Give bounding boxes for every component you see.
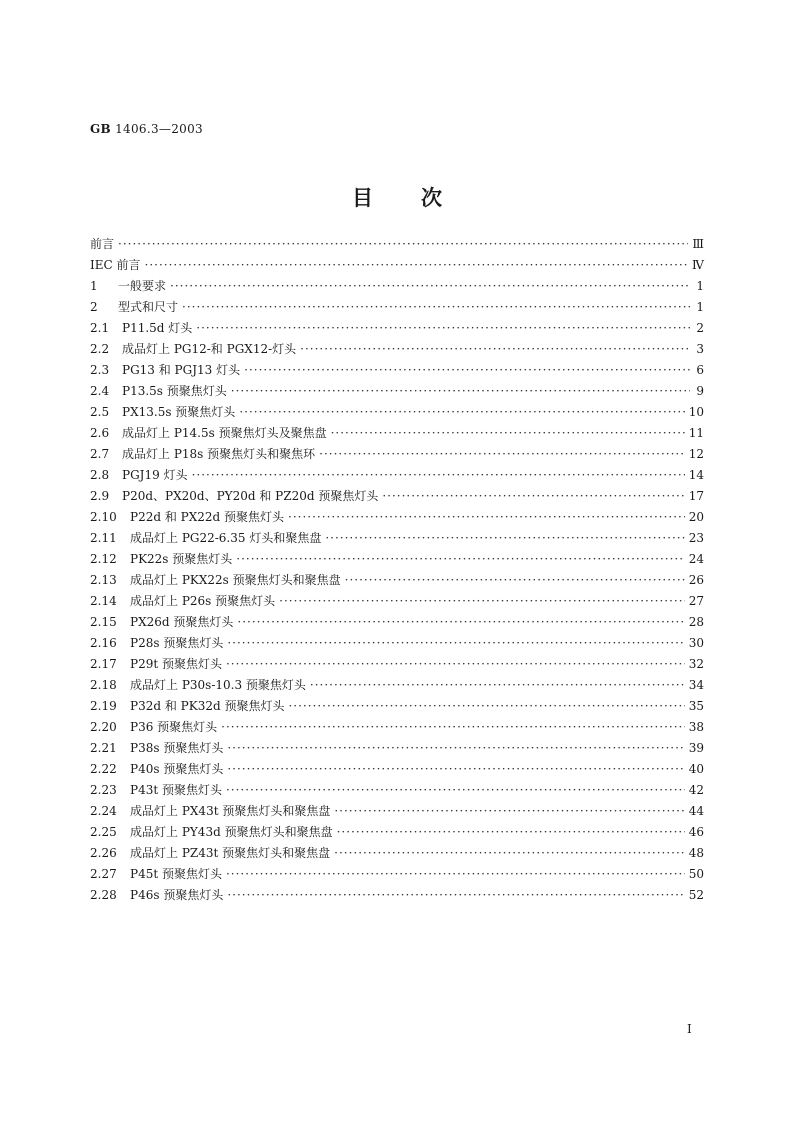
toc-entry-title: P11.5d 灯头 — [122, 321, 193, 335]
toc-entry-title: 成品灯上 P18s 预聚焦灯头和聚焦环 — [122, 447, 316, 461]
toc-leader-dots — [325, 528, 684, 549]
toc-entry[interactable] — [90, 717, 704, 738]
toc-entry-page: 11 — [688, 426, 704, 440]
toc-entry-number: 2.4 — [90, 384, 110, 398]
toc-entry[interactable] — [90, 339, 704, 360]
toc-entry-number: 2.12 — [90, 552, 117, 566]
toc-entry[interactable] — [90, 654, 704, 675]
toc-leader-dots — [239, 402, 684, 423]
toc-leader-dots — [182, 297, 690, 318]
toc-entry-title: P29t 预聚焦灯头 — [130, 657, 222, 671]
toc-leader-dots — [237, 612, 684, 633]
toc-entry-page: 2 — [696, 321, 704, 335]
toc-entry[interactable] — [90, 780, 704, 801]
toc-entry[interactable] — [90, 885, 704, 906]
toc-entry-number: 2.17 — [90, 657, 117, 671]
toc-entry-page: 42 — [688, 783, 704, 797]
toc-entry-title: 成品灯上 PG22-6.35 灯头和聚焦盘 — [130, 531, 322, 545]
toc-leader-dots — [231, 381, 690, 402]
toc-entry-title: PX13.5s 预聚焦灯头 — [122, 405, 236, 419]
toc-entry-title: PG13 和 PGJ13 灯头 — [122, 363, 241, 377]
toc-entry-number: 2.18 — [90, 678, 117, 692]
toc-entry-page: Ⅲ — [692, 237, 704, 251]
toc-entry-page: 32 — [688, 657, 704, 671]
toc-entry[interactable] — [90, 570, 704, 591]
toc-entry-title: 成品灯上 P14.5s 预聚焦灯头及聚焦盘 — [122, 426, 327, 440]
toc-entry-title: 型式和尺寸 — [118, 300, 179, 314]
toc-entry[interactable] — [90, 864, 704, 885]
toc-leader-dots — [227, 759, 684, 780]
toc-entry[interactable] — [90, 255, 704, 276]
toc-leader-dots — [334, 801, 684, 822]
toc-leader-dots — [170, 276, 690, 297]
toc-leader-dots — [334, 843, 685, 864]
toc-leader-dots — [288, 696, 684, 717]
toc-entry-number: 2.10 — [90, 510, 117, 524]
toc-entry[interactable] — [90, 738, 704, 759]
toc-leader-dots — [226, 654, 685, 675]
toc-entry-page: 14 — [688, 468, 704, 482]
toc-entry-page: 24 — [688, 552, 704, 566]
toc-leader-dots — [310, 675, 685, 696]
toc-entry-title: PGJ19 灯头 — [122, 468, 188, 482]
toc-entry[interactable] — [90, 801, 704, 822]
toc-entry-number: 2.21 — [90, 741, 117, 755]
toc-entry-page: 50 — [688, 867, 704, 881]
toc-entry-number: 2.2 — [90, 342, 110, 356]
toc-entry-page: 46 — [688, 825, 704, 839]
toc-entry-page: 34 — [688, 678, 704, 692]
toc-entry-title: 成品灯上 PZ43t 预聚焦灯头和聚焦盘 — [130, 846, 331, 860]
toc-entry[interactable] — [90, 234, 704, 255]
toc-entry-title: IEC 前言 — [90, 258, 141, 272]
toc-leader-dots — [145, 255, 689, 276]
toc-entry-number: 2.26 — [90, 846, 117, 860]
standard-number: 1406.3—2003 — [115, 122, 203, 136]
toc-entry-number: 2.25 — [90, 825, 117, 839]
toc-entry[interactable] — [90, 465, 704, 486]
toc-entry[interactable] — [90, 297, 704, 318]
toc-entry-page: Ⅳ — [692, 258, 704, 272]
toc-entry-number: 2.24 — [90, 804, 117, 818]
toc-entry-page: 10 — [688, 405, 704, 419]
standard-prefix: GB — [90, 122, 111, 136]
toc-entry[interactable] — [90, 591, 704, 612]
table-of-contents — [90, 234, 704, 906]
toc-entry-number: 2.16 — [90, 636, 117, 650]
toc-entry-number: 2.19 — [90, 699, 117, 713]
toc-entry-title: P13.5s 预聚焦灯头 — [122, 384, 227, 398]
toc-entry-page: 38 — [688, 720, 704, 734]
toc-entry[interactable] — [90, 675, 704, 696]
toc-entry[interactable] — [90, 528, 704, 549]
toc-entry-number: 2.6 — [90, 426, 110, 440]
toc-entry-number: 2.28 — [90, 888, 117, 902]
toc-leader-dots — [244, 360, 690, 381]
toc-entry-title: 成品灯上 P26s 预聚焦灯头 — [130, 594, 276, 608]
toc-entry-page: 23 — [688, 531, 704, 545]
standard-code — [90, 122, 203, 136]
toc-leader-dots — [221, 717, 685, 738]
toc-entry-title: 前言 — [90, 237, 115, 251]
toc-entry[interactable] — [90, 822, 704, 843]
toc-entry-number: 2.3 — [90, 363, 110, 377]
toc-entry-page: 35 — [688, 699, 704, 713]
toc-entry-title: P45t 预聚焦灯头 — [130, 867, 222, 881]
toc-entry-title: 成品灯上 PY43d 预聚焦灯头和聚焦盘 — [130, 825, 333, 839]
toc-leader-dots — [288, 507, 685, 528]
toc-entry-number: 2.27 — [90, 867, 117, 881]
toc-entry-page: 9 — [696, 384, 704, 398]
toc-entry-page: 39 — [688, 741, 704, 755]
toc-entry-title: P32d 和 PK32d 预聚焦灯头 — [130, 699, 285, 713]
toc-leader-dots — [331, 423, 685, 444]
toc-leader-dots — [226, 780, 685, 801]
toc-entry-number: 2.14 — [90, 594, 117, 608]
toc-entry[interactable] — [90, 360, 704, 381]
toc-entry[interactable] — [90, 381, 704, 402]
toc-entry-page: 40 — [688, 762, 704, 776]
toc-leader-dots — [227, 633, 684, 654]
toc-entry-number: 2.7 — [90, 447, 110, 461]
toc-entry-page: 3 — [696, 342, 704, 356]
toc-entry-title: P22d 和 PX22d 预聚焦灯头 — [130, 510, 285, 524]
toc-entry-title: 成品灯上 PG12-和 PGX12-灯头 — [122, 342, 297, 356]
toc-entry[interactable] — [90, 444, 704, 465]
toc-leader-dots — [337, 822, 685, 843]
toc-entry-page: 52 — [688, 888, 704, 902]
toc-leader-dots — [227, 885, 684, 906]
toc-entry[interactable] — [90, 612, 704, 633]
toc-entry-title: P20d、PX20d、PY20d 和 PZ20d 预聚焦灯头 — [122, 489, 379, 503]
toc-leader-dots — [118, 234, 688, 255]
toc-entry-title: P40s 预聚焦灯头 — [130, 762, 224, 776]
toc-entry-page: 27 — [688, 594, 704, 608]
toc-leader-dots — [236, 549, 684, 570]
toc-leader-dots — [227, 738, 684, 759]
toc-entry-title: P38s 预聚焦灯头 — [130, 741, 224, 755]
page-number: I — [687, 1022, 692, 1036]
toc-entry-title: 成品灯上 PKX22s 预聚焦灯头和聚焦盘 — [130, 573, 341, 587]
toc-leader-dots — [300, 339, 690, 360]
toc-entry-number: 2.15 — [90, 615, 117, 629]
toc-entry[interactable] — [90, 486, 704, 507]
toc-leader-dots — [319, 444, 685, 465]
toc-entry-title: 成品灯上 P30s-10.3 预聚焦灯头 — [130, 678, 306, 692]
page-title: 目次 — [352, 185, 490, 210]
toc-entry-title: P28s 预聚焦灯头 — [130, 636, 224, 650]
toc-entry[interactable] — [90, 507, 704, 528]
toc-entry-number: 2.11 — [90, 531, 117, 545]
toc-leader-dots — [196, 318, 690, 339]
toc-entry-number: 1 — [90, 279, 98, 293]
toc-entry-page: 26 — [688, 573, 704, 587]
toc-leader-dots — [192, 465, 685, 486]
toc-entry-title: P36 预聚焦灯头 — [130, 720, 218, 734]
toc-entry[interactable] — [90, 759, 704, 780]
toc-entry-title: 一般要求 — [118, 279, 167, 293]
toc-entry-page: 1 — [696, 279, 704, 293]
toc-entry-number: 2.1 — [90, 321, 110, 335]
toc-entry-title: P43t 预聚焦灯头 — [130, 783, 222, 797]
toc-entry[interactable] — [90, 402, 704, 423]
toc-entry[interactable] — [90, 549, 704, 570]
toc-leader-dots — [279, 591, 685, 612]
toc-leader-dots — [345, 570, 685, 591]
toc-entry-number: 2.20 — [90, 720, 117, 734]
toc-entry-number: 2.23 — [90, 783, 117, 797]
toc-entry-number: 2.8 — [90, 468, 110, 482]
toc-entry-number: 2.9 — [90, 489, 110, 503]
toc-entry-page: 17 — [688, 489, 704, 503]
toc-entry-number: 2 — [90, 300, 98, 314]
toc-entry-page: 6 — [696, 363, 704, 377]
toc-entry-page: 30 — [688, 636, 704, 650]
toc-entry-number: 2.5 — [90, 405, 110, 419]
toc-entry-title: PK22s 预聚焦灯头 — [130, 552, 233, 566]
toc-entry-title: 成品灯上 PX43t 预聚焦灯头和聚焦盘 — [130, 804, 331, 818]
toc-entry[interactable] — [90, 633, 704, 654]
toc-entry-number: 2.13 — [90, 573, 117, 587]
toc-entry-page: 12 — [688, 447, 704, 461]
toc-entry[interactable] — [90, 423, 704, 444]
toc-entry-title: PX26d 预聚焦灯头 — [130, 615, 234, 629]
toc-entry-page: 28 — [688, 615, 704, 629]
toc-leader-dots — [382, 486, 684, 507]
toc-entry-number: 2.22 — [90, 762, 117, 776]
toc-entry-page: 48 — [688, 846, 704, 860]
toc-entry-page: 1 — [696, 300, 704, 314]
toc-entry-title: P46s 预聚焦灯头 — [130, 888, 224, 902]
toc-entry[interactable] — [90, 696, 704, 717]
toc-entry-page: 20 — [688, 510, 704, 524]
toc-entry-page: 44 — [688, 804, 704, 818]
toc-entry[interactable] — [90, 843, 704, 864]
toc-entry[interactable] — [90, 318, 704, 339]
toc-entry[interactable] — [90, 276, 704, 297]
toc-leader-dots — [226, 864, 685, 885]
